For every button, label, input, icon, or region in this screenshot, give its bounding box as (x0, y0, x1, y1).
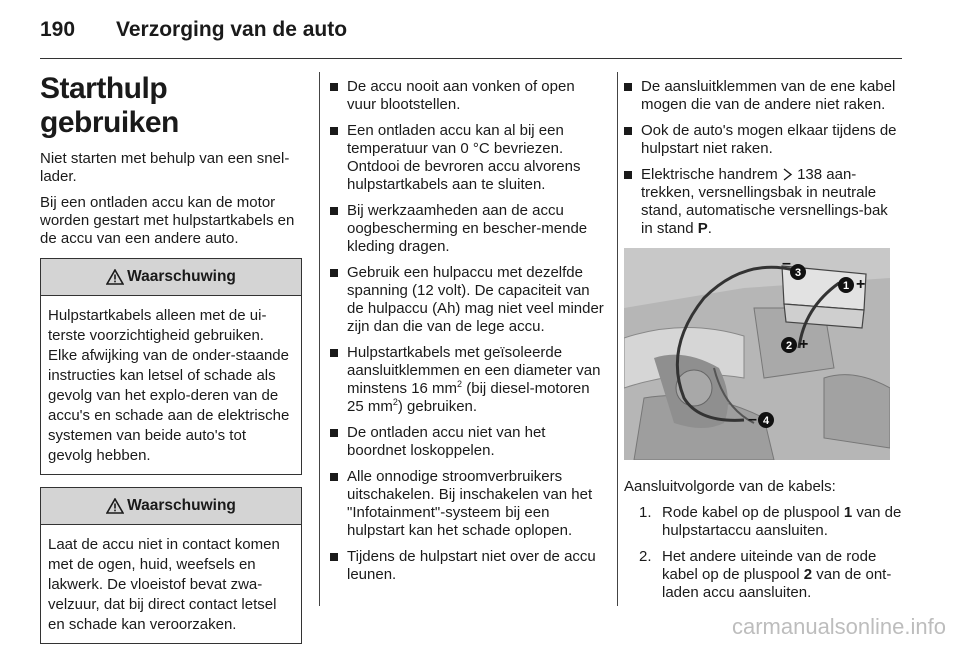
warning-title: Waarschuwing (127, 497, 236, 514)
bullet-square-icon (330, 553, 338, 561)
paragraph: Bij een ontladen accu kan de motor worden gestart met hulpstartkabels en de accu van een andere auto. (40, 194, 295, 247)
bullet-square-icon (330, 473, 338, 481)
warning-box (40, 487, 302, 644)
bullet-square-icon (330, 349, 338, 357)
warning-box (40, 258, 302, 475)
list-item: De ontladen accu niet van het boordnet loskoppelen. (330, 424, 606, 460)
section-title: Starthulp gebruiken (40, 72, 179, 139)
list-item: De accu nooit aan vonken of open vuur blootstellen. (330, 78, 606, 114)
list-item: Hulpstartkabels met geïsoleerde aansluitklemmen en een diameter van minstens 16 $mm^2$ (bij diesel-motoren 25 $mm^2$) gebruiken. (330, 344, 606, 416)
column-divider (319, 72, 320, 606)
warning-title: Waarschuwing (127, 268, 236, 285)
sequence-title: Aansluitvolgorde van de kabels: (624, 478, 836, 495)
list-item: De aansluitklemmen van de ene kabel mogen die van de andere niet raken. (624, 78, 902, 114)
list-item: Alle onnodige stroomverbruikers uitschakelen. Bij inschakelen van het "Infotainment"-systeem bij een hulpstart kan het schade oplopen. (330, 468, 606, 540)
bullet-square-icon (330, 269, 338, 277)
list-item: 2. Het andere uiteinde van de rode kabel op de pluspool 2 van de ont-laden accu aansluiten. (639, 548, 892, 601)
column-middle (330, 78, 606, 592)
column-left (40, 72, 302, 656)
list-item: Elektrische handrem 138 aan-trekken, versnellingsbak in neutrale stand, automatische versnellings-bak in stand P. (624, 166, 902, 238)
callout-label: + (856, 276, 866, 293)
warning-text: Hulpstartkabels alleen met de ui-terste voorzichtigheid gebruiken. Elke afwijking van de onder-staande instructies kan letsel of schade als gevolg van het explo-deren van de accu's en schade aan de elektrische systemen van beide auto's tot gevolg hebben. (48, 307, 290, 464)
column-divider (617, 72, 618, 606)
callout-label: 2 (785, 340, 793, 352)
callout-label: 4 (762, 415, 770, 427)
header-rule (40, 58, 902, 59)
bullet-list (330, 78, 606, 584)
watermark: carmanualsonline.info (731, 614, 946, 639)
list-item: Gebruik een hulpaccu met dezelfde spanning (12 volt). De capaciteit van de hulpaccu (Ah) mag niet veel minder zijn dan die van de lege accu. (330, 264, 606, 336)
page-reference-arrow-icon (782, 168, 793, 181)
callout-label: 3 (794, 267, 802, 279)
page-header (40, 14, 900, 50)
warning-triangle-icon (106, 269, 124, 285)
page-number: 190 (40, 18, 76, 41)
list-item: Ook de auto's mogen elkaar tijdens de hulpstart niet raken. (624, 122, 902, 158)
bullet-square-icon (624, 83, 632, 91)
warning-triangle-icon (106, 498, 124, 514)
step-list (624, 504, 902, 602)
warning-header (41, 259, 301, 296)
bullet-square-icon (330, 207, 338, 215)
callout-label: 1 (842, 280, 850, 292)
list-item: Bij werkzaamheden aan de accu oogbescherming en bescher-mende kleding dragen. (330, 202, 606, 256)
chapter-title: Verzorging van de auto (116, 18, 348, 41)
list-item: 1. Rode kabel op de pluspool 1 van de hulpstartaccu aansluiten. (639, 504, 902, 539)
jump-start-diagram (624, 248, 890, 460)
bullet-square-icon (330, 127, 338, 135)
cross-reference[interactable]: 138 (782, 166, 822, 183)
callout-label: – (748, 411, 757, 428)
callout-label: – (782, 255, 791, 272)
paragraph: Niet starten met behulp van een snel-lader. (40, 150, 290, 185)
bullet-square-icon (624, 171, 632, 179)
bullet-list (624, 78, 902, 238)
callout-label: + (799, 336, 809, 353)
list-item: Een ontladen accu kan al bij een temperatuur van 0 °C bevriezen. Ontdooi de bevroren accu alvorens hulpstartkabels aan te sluiten. (330, 122, 606, 194)
bullet-square-icon (330, 429, 338, 437)
list-item: Tijdens de hulpstart niet over de accu leunen. (330, 548, 606, 584)
bullet-square-icon (330, 83, 338, 91)
warning-text: Laat de accu niet in contact komen met de ogen, huid, weefsels en lakwerk. De vloeistof bevat zwa-velzuur, dat bij direct contact letsel en schade kan veroorzaken. (48, 536, 280, 633)
warning-header (41, 488, 301, 525)
engine-bay-illustration (624, 248, 890, 460)
column-right (624, 78, 902, 610)
bullet-square-icon (624, 127, 632, 135)
